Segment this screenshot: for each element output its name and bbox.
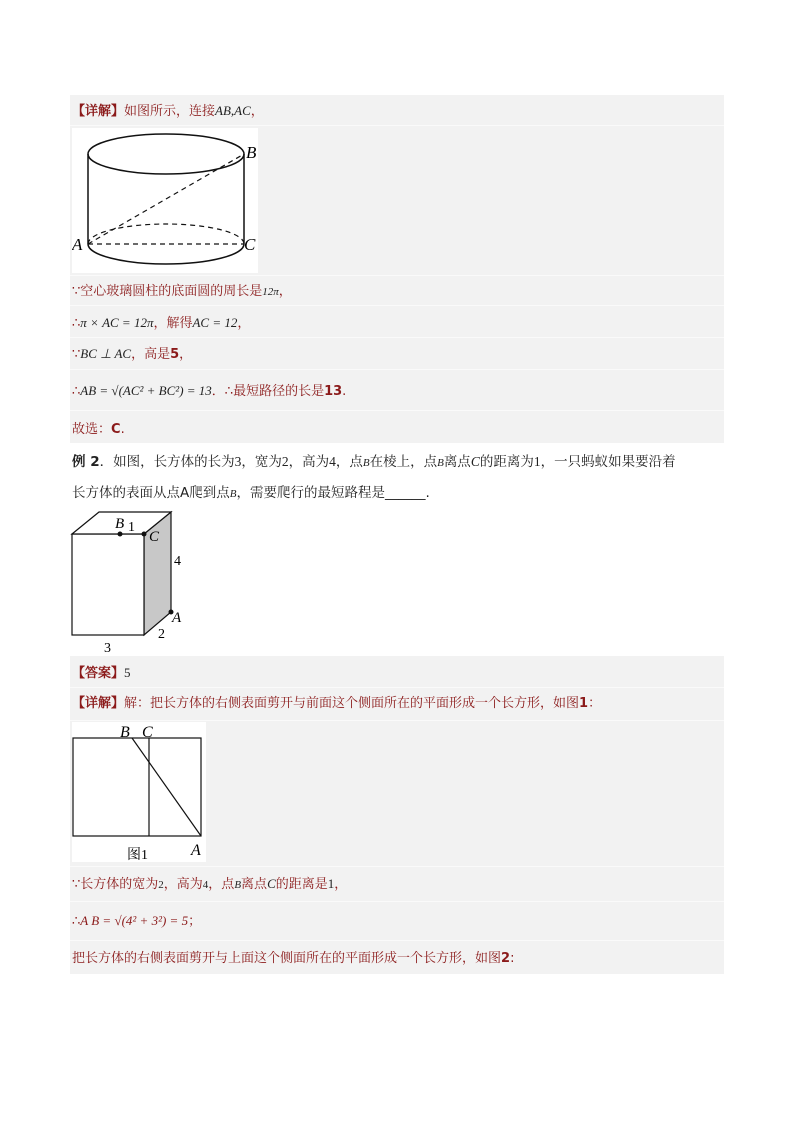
- text: 离点: [241, 877, 268, 892]
- figure-number: 2: [501, 951, 511, 966]
- detail-line-1: [72, 102, 264, 121]
- label-4: 4: [174, 554, 181, 569]
- row-divider: [70, 125, 724, 126]
- detail-tag: 【详解】: [72, 696, 125, 711]
- punct: ，: [179, 347, 193, 362]
- detail-line-5: [72, 382, 346, 401]
- row-divider: [70, 940, 724, 941]
- math: BC ⊥ AC: [80, 346, 132, 361]
- math-ab-ac: AB,AC: [215, 103, 251, 118]
- detail-line-4: [72, 345, 192, 364]
- label-b: B: [246, 143, 257, 162]
- text: ．如图，长方体的长为: [99, 454, 235, 470]
- row-divider: [70, 866, 724, 867]
- text: ∵空心玻璃圆柱的底面圆的周长是: [72, 284, 263, 299]
- row-divider: [70, 687, 724, 688]
- example-label: 例 2: [72, 454, 100, 470]
- figure-caption: 图1: [127, 848, 148, 862]
- text: 长方体的表面从点A爬到点: [72, 485, 230, 501]
- answer-blank: ______: [384, 485, 426, 501]
- value: 4: [329, 454, 336, 469]
- punct: ：: [588, 696, 602, 711]
- math: A B = √(4² + 3²) = 5: [80, 913, 189, 928]
- detail-tag: 【详解】: [72, 104, 125, 119]
- text: ．∴最短路径的长是: [211, 384, 325, 399]
- example2-line-1: [72, 453, 676, 472]
- punct: :: [510, 951, 515, 966]
- label-b: B: [115, 516, 125, 532]
- value: 5: [170, 347, 180, 362]
- detail2-line-2: [72, 875, 347, 894]
- point: C: [470, 454, 480, 469]
- label-2: 2: [158, 627, 165, 642]
- answer-tag: 【答案】: [72, 666, 125, 681]
- text: 的距离为: [479, 454, 534, 470]
- text: ，需要爬行的最短路程是: [236, 485, 385, 501]
- value: 1: [327, 876, 335, 891]
- row-divider: [70, 337, 724, 338]
- text: ，一只蚂蚁如果要沿着: [540, 454, 676, 470]
- text: ，宽为: [241, 454, 282, 470]
- point: B: [234, 879, 242, 891]
- value: 2: [158, 879, 164, 891]
- point: B: [229, 488, 237, 500]
- detail-line-3: [72, 314, 250, 333]
- text: 故选：: [72, 422, 112, 437]
- punct: .: [425, 485, 430, 501]
- text: ，解得: [153, 316, 193, 331]
- text: 的距离是: [275, 877, 328, 892]
- punct: .: [120, 422, 125, 437]
- row-divider: [70, 410, 724, 411]
- therefore-sign: ∴: [72, 914, 81, 929]
- row-divider: [70, 305, 724, 306]
- punct: ，: [334, 877, 348, 892]
- value: 4: [202, 879, 209, 891]
- therefore-sign: ∴: [72, 316, 81, 331]
- label-1: 1: [128, 520, 135, 535]
- punct: ，: [278, 284, 292, 299]
- punct: .: [342, 384, 347, 399]
- label-a: A: [172, 610, 182, 626]
- text: ，高为: [288, 454, 330, 470]
- detail-line-2: [72, 283, 292, 301]
- punct: ，: [237, 316, 251, 331]
- text: 离点: [443, 454, 471, 470]
- value: 3: [234, 454, 242, 469]
- text: ，点: [335, 454, 363, 470]
- detail2-line-3: [72, 912, 201, 931]
- cuboid-figure: [68, 508, 188, 656]
- cylinder-figure: [72, 128, 258, 273]
- math: AC = 12: [192, 315, 238, 330]
- therefore-sign: ∴: [72, 384, 81, 399]
- math: π × AC = 12π: [80, 315, 154, 330]
- text: ，高为: [163, 877, 203, 892]
- text: 在棱上，点: [369, 454, 438, 470]
- row-divider: [70, 720, 724, 721]
- math: AB = √(AC² + BC²) = 13: [80, 383, 212, 398]
- text: ，点: [208, 877, 235, 892]
- text: 解：把长方体的右侧表面剪开与前面这个侧面所在的平面形成一个长方形，如图: [124, 696, 580, 711]
- label-a: A: [72, 235, 83, 254]
- row-divider: [70, 901, 724, 902]
- cuboid-diagram: [68, 508, 188, 656]
- figure-1: [72, 722, 206, 862]
- cylinder-diagram: [72, 128, 258, 273]
- because-sign: ∵: [72, 347, 81, 362]
- label-c: C: [244, 235, 256, 254]
- detail2-line-1: [72, 695, 601, 713]
- text: 把长方体的右侧表面剪开与上面这个侧面所在的平面形成一个长方形，如图: [72, 951, 502, 966]
- label-b: B: [120, 724, 130, 741]
- text: ∵长方体的宽为: [72, 877, 159, 892]
- label-c: C: [149, 529, 160, 545]
- example2-line-2: [72, 484, 430, 503]
- punct: ；: [188, 914, 202, 929]
- figure-number: 1: [579, 696, 589, 711]
- answer-value: 5: [124, 665, 131, 680]
- label-3: 3: [104, 641, 111, 656]
- value: 2: [281, 454, 289, 469]
- answer-line: [72, 664, 131, 683]
- label-c: C: [142, 724, 153, 741]
- row-divider: [70, 369, 724, 370]
- value: 1: [533, 454, 541, 469]
- point: B: [362, 457, 370, 469]
- point: C: [267, 876, 276, 891]
- point: B: [437, 457, 444, 469]
- answer-choice: C: [111, 422, 121, 437]
- value: 13: [324, 384, 343, 399]
- punct: ，: [250, 104, 264, 119]
- text: ，高是: [131, 347, 171, 362]
- row-divider: [70, 275, 724, 276]
- label-a: A: [191, 842, 201, 859]
- detail-text: 如图所示，连接: [124, 104, 216, 119]
- math: 12π: [262, 286, 279, 298]
- detail2-line-4: [72, 950, 514, 968]
- unfolded-diagram: [72, 722, 206, 862]
- detail-line-6: [72, 421, 125, 439]
